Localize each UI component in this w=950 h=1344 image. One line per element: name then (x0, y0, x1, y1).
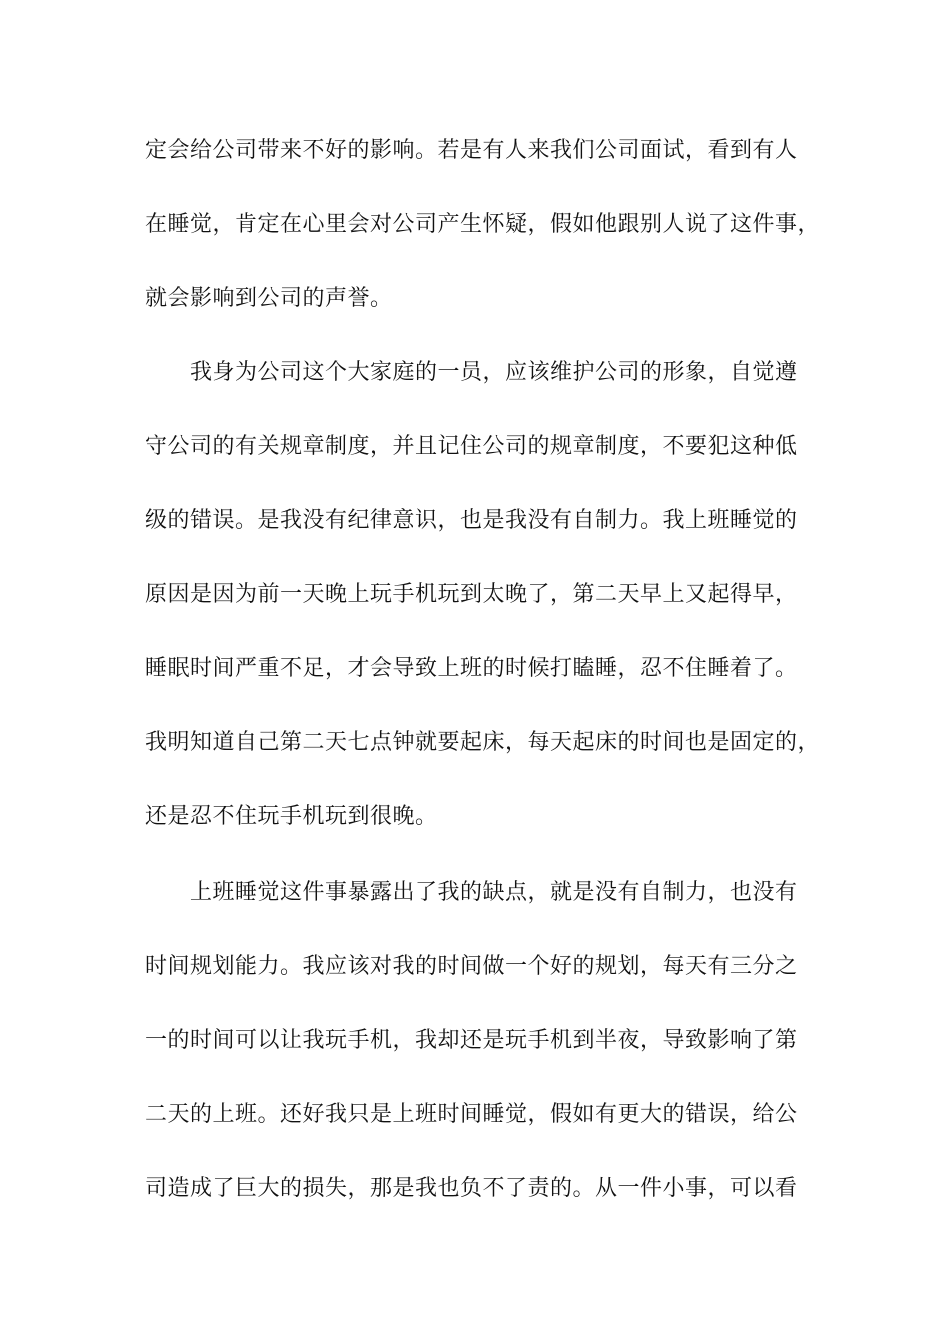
text-line: 二天的上班。还好我只是上班时间睡觉，假如有更大的错误，给公 (145, 1102, 798, 1127)
text-line: 在睡觉，肯定在心里会对公司产生怀疑，假如他跟别人说了这件事， (145, 212, 821, 237)
text-line: 司造成了巨大的损失，那是我也负不了责的。从一件小事，可以看 (145, 1176, 798, 1201)
text-line: 定会给公司带来不好的影响。若是有人来我们公司面试，看到有人 (145, 138, 798, 163)
text-line: 级的错误。是我没有纪律意识，也是我没有自制力。我上班睡觉的 (145, 508, 798, 533)
text-line: 睡眠时间严重不足，才会导致上班的时候打瞌睡，忍不住睡着了。 (145, 656, 798, 681)
paragraph-first-line: 我身为公司这个大家庭的一员，应该维护公司的形象，自觉遵 (190, 360, 798, 385)
paragraph-first-line: 上班睡觉这件事暴露出了我的缺点，就是没有自制力，也没有 (190, 880, 798, 905)
text-line: 还是忍不住玩手机玩到很晚。 (145, 804, 438, 829)
text-line: 就会影响到公司的声誉。 (145, 286, 393, 311)
text-line: 我明知道自己第二天七点钟就要起床，每天起床的时间也是固定的， (145, 730, 821, 755)
text-line: 一的时间可以让我玩手机，我却还是玩手机到半夜，导致影响了第 (145, 1028, 798, 1053)
text-line: 守公司的有关规章制度，并且记住公司的规章制度，不要犯这种低 (145, 434, 798, 459)
text-line: 原因是因为前一天晚上玩手机玩到太晚了，第二天早上又起得早， (145, 582, 798, 607)
text-line: 时间规划能力。我应该对我的时间做一个好的规划，每天有三分之 (145, 954, 798, 979)
